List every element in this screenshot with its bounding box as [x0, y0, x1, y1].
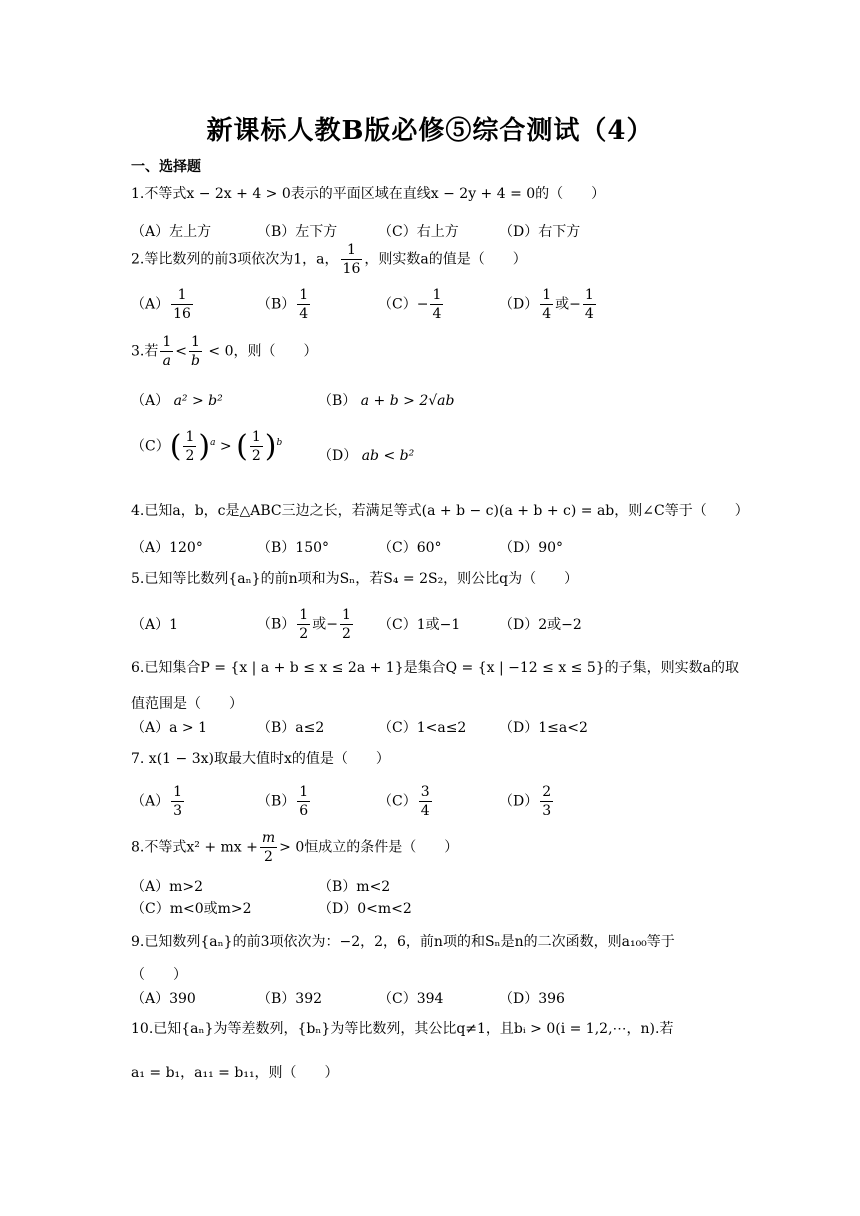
question-8: 8.不等式x² + mx + $\frac{m}{2}$ > 0恒成立的条件是（ ） [131, 830, 459, 865]
q2-pre: 2.等比数列的前3项依次为1，a， [131, 251, 339, 268]
question-6-line2: 值范围是（ ） [131, 696, 243, 712]
q1-option-a: （A）左上方 [131, 224, 212, 240]
q4-option-c: （C）60° [378, 540, 442, 556]
q6-option-c: （C）1<a≤2 [378, 720, 467, 736]
question-10-line1: 10.已知{aₙ}为等差数列，{bₙ}为等比数列，其公比q≠1，且bᵢ > 0(i = 1,2,⋯，n).若 [131, 1021, 674, 1037]
question-9-line2: （ ） [131, 967, 187, 983]
q9-option-b: （B）392 [257, 991, 323, 1007]
question-3: 3.若 $\frac{1}{a}$ < $\frac{1}{b}$ < 0，则（ ） [131, 334, 318, 369]
q4-option-a: （A）120° [131, 540, 203, 556]
q8-option-a: （A）m>2 [131, 879, 204, 895]
q8-option-d: （D）0<m<2 [318, 901, 412, 917]
q4-option-d: （D）90° [499, 540, 564, 556]
question-10-line2: a₁ = b₁，a₁₁ = b₁₁，则（ ） [131, 1065, 339, 1081]
q2-post: ，则实数a的值是（ ） [364, 251, 527, 268]
q5-option-a: （A）1 [131, 617, 179, 633]
question-5: 5.已知等比数列{aₙ}的前n项和为Sₙ，若S₄ = 2S₂，则公比q为（ ） [131, 571, 579, 587]
q2-fraction: $\frac{1}{16}$ [342, 242, 361, 277]
q7-option-a: （A） $\frac{1}{3}$ [131, 784, 183, 819]
q5-option-d: （D）2或−2 [499, 617, 582, 633]
q8-option-b: （B）m<2 [318, 879, 391, 895]
q3-option-d: （D） ab < b² [318, 448, 415, 464]
question-7: 7. x(1 − 3x)取最大值时x的值是（ ） [131, 751, 390, 767]
q5-option-c: （C）1或−1 [378, 617, 461, 633]
q7-option-d: （D） $\frac{2}{3}$ [499, 784, 552, 819]
q2-option-d: （D） $\frac{1}{4}$ 或− $\frac{1}{4}$ [499, 287, 594, 322]
question-2 [131, 241, 527, 278]
q8-option-c: （C）m<0或m>2 [131, 901, 252, 917]
q7-option-b: （B） $\frac{1}{6}$ [257, 784, 309, 819]
q3-option-c: （C）( $\frac{1}{2}$ )$^a$ > ( $\frac{1}{2}$ )$^b$ [131, 429, 283, 464]
q2-option-c: （C）− $\frac{1}{4}$ [378, 287, 442, 322]
q1-option-b: （B）左下方 [257, 224, 338, 240]
q3-option-b: （B） a + b > 2√ab [318, 393, 455, 409]
page-title: 新课标人教B版必修⑤综合测试（4） [206, 116, 654, 146]
q6-option-d: （D）1≤a<2 [499, 720, 588, 736]
q6-option-a: （A）a > 1 [131, 720, 207, 736]
q9-option-a: （A）390 [131, 991, 196, 1007]
question-6-line1: 6.已知集合P = {x | a + b ≤ x ≤ 2a + 1}是集合Q = {x | −12 ≤ x ≤ 5}的子集，则实数a的取 [131, 660, 740, 676]
question-1: 1.不等式x − 2x + 4 > 0表示的平面区域在直线x − 2y + 4 = 0的（ ） [131, 186, 606, 202]
q7-option-c: （C） $\frac{3}{4}$ [378, 784, 430, 819]
q9-option-d: （D）396 [499, 991, 565, 1007]
q3-option-a: （A） a² > b² [131, 393, 223, 409]
q1-option-c: （C）右上方 [378, 224, 459, 240]
q9-option-c: （C）394 [378, 991, 444, 1007]
q2-option-a: （A） $\frac{1}{16}$ [131, 287, 191, 322]
q6-option-b: （B）a≤2 [257, 720, 325, 736]
question-9-line1: 9.已知数列{aₙ}的前3项依次为：−2，2，6，前n项的和Sₙ是n的二次函数，则a₁₀₀等于 [131, 934, 675, 950]
q1-option-d: （D）右下方 [499, 224, 581, 240]
question-4: 4.已知a，b，c是△ABC三边之长，若满足等式(a + b − c)(a + b + c) = ab，则∠C等于（ ） [131, 503, 749, 519]
q5-option-b: （B） $\frac{1}{2}$ 或− $\frac{1}{2}$ [257, 607, 351, 642]
q2-option-b: （B） $\frac{1}{4}$ [257, 287, 309, 322]
section-heading: 一、选择题 [131, 159, 201, 175]
q4-option-b: （B）150° [257, 540, 330, 556]
